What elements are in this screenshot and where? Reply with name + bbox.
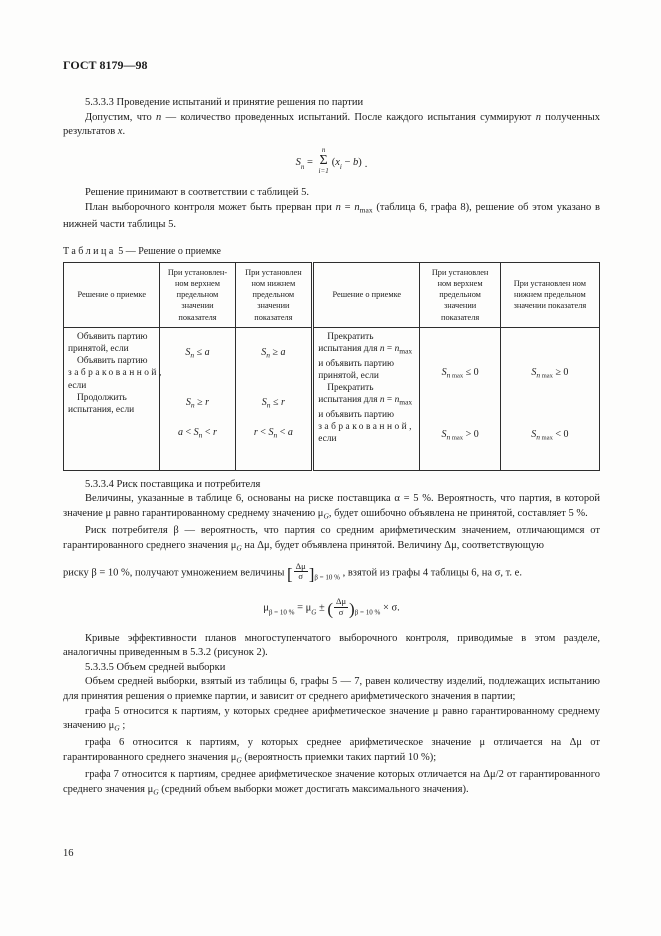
paragraph: Кривые эффективности планов многоступенчатого выборочного контроля, приводимые в этом разделе, аналогичны приведенным в 5.3.2 (рисунок 2). [63, 632, 600, 659]
table-body-row [64, 327, 600, 470]
condition-formula: $S_n \le r$ [261, 397, 285, 410]
document-header: ГОСТ 8179—98 [63, 58, 148, 72]
formula-bracket: [ [287, 564, 293, 584]
formula-paren: ) [349, 599, 355, 619]
formula-symbol: b [353, 156, 359, 168]
sigma-icon: Σ [319, 152, 328, 168]
sum-lower-limit: i=1 [318, 167, 329, 176]
section-heading-5.3.3.4: 5.3.3.4 Риск поставщика и потребителя [85, 478, 261, 490]
fraction-denominator: σ [338, 606, 344, 617]
condition-formula: $S_n \ge a$ [261, 346, 286, 360]
formula-subscript: β = 10 % [354, 608, 381, 617]
section-heading-5.3.3.3: 5.3.3.3 Проведение испытаний и принятие решения по партии [85, 97, 364, 108]
formula-paren: ( [327, 599, 334, 619]
formula-subscript: n [300, 162, 305, 171]
formula-operator: = [294, 602, 306, 614]
table-header-cell: Решение о приемке [313, 262, 420, 327]
condition-formula: $S_n$ $_{max}$ ≤ 0 [441, 366, 479, 380]
decision-text: Продолжить испытания, если [68, 392, 135, 415]
formula-sn-sum [63, 147, 600, 178]
paragraph: графа 6 относится к партиям, у которых среднее арифметическое значение μ отличается на Δμ от гарантированного среднего значения $\mu_G$ (вероятность приемки таких партий 10 %); [63, 737, 600, 765]
condition-formula: $a < S_n < r$ [178, 426, 217, 440]
formula-subscript: β = 10 % [268, 608, 295, 617]
condition-formula: $S_n$ $_{max}$ ≥ 0 [531, 366, 569, 380]
formula-symbol: S [295, 156, 301, 168]
table-header-row [64, 262, 600, 327]
formula-subscript: β = 10 % [314, 573, 340, 582]
condition-cell-lower-right [500, 327, 599, 470]
formula-subscript: G [311, 608, 317, 617]
decision-cell-left [64, 327, 160, 470]
condition-formula: $S_n \ge r$ [185, 397, 210, 410]
table-header-cell: При установлен-ном верхнем предельном значении показателя [160, 262, 235, 327]
condition-formula: $S_n$ $_{max}$ < 0 [531, 429, 569, 442]
page-content [63, 58, 600, 800]
table-header-cell: При установлен ном нижнем предельном значении показателя [235, 262, 313, 327]
table-header-cell: Решение о приемке [64, 262, 160, 327]
summation-symbol [319, 147, 329, 176]
fraction-denominator: σ [298, 571, 303, 582]
formula-paren: ) [358, 156, 362, 168]
table-caption: Таблица 5 — Решение о приемке [63, 245, 221, 257]
condition-cell-upper-right [420, 327, 500, 470]
decision-text: Объявить партию принятой, если [68, 331, 148, 354]
condition-cell-upper-left [160, 327, 235, 470]
formula-bracket: ] [308, 564, 315, 584]
decision-text: Объявить партию забракованной, если [68, 356, 162, 391]
formula-operator: ± [316, 602, 328, 614]
fraction-numerator: Δμ [336, 595, 347, 606]
paragraph: План выборочного контроля может быть прерван при $n = n_{max}$ (таблица 6, графа 8), решение об этом указано в нижней части таблицы 5. [63, 202, 601, 231]
formula-mu-beta [63, 597, 600, 620]
decision-text: Прекратить испытания для $n = n_{max}$ и объявить партию забракованной, если [318, 383, 413, 445]
fraction [294, 562, 308, 583]
condition-formula: $S_n \le a$ [185, 346, 210, 360]
paragraph-text: , взятой из графы 4 таблицы 6, на σ, т. е. [339, 567, 522, 579]
formula-subscript: i [339, 162, 342, 171]
paragraph: Объем средней выборки, взятый из таблицы 6, графы 5 — 7, равен количеству изделий, подлежащих испытанию для принятия решения о приемке партии, и зависит от среднего арифметического значения в партии; [63, 676, 600, 703]
paragraph: графа 5 относится к партиям, у которых среднее арифметическое значение μ равно гарантированному среднему значению $\mu_G$ ; [63, 705, 600, 733]
section-heading-5.3.3.5: 5.3.3.5 Объем средней выборки [85, 661, 226, 673]
fraction-numerator: Δμ [295, 560, 306, 571]
table-header-cell: При установлен ном верхнем предельном значении показателя [420, 262, 500, 327]
formula-period: . [364, 158, 368, 170]
paragraph: Допустим, что n — количество проведенных испытаний. После каждого испытания суммируют n полученных результатов x. [63, 111, 600, 138]
formula-symbol: μ [305, 602, 312, 614]
formula-operator: − [341, 156, 353, 168]
decision-text: Прекратить испытания для $n = n_{max}$ и объявить партию принятой, если [318, 331, 413, 381]
table-header-cell: При установлен ном нижнем предельном значении показателя [500, 262, 599, 327]
paragraph: Риск потребителя β — вероятность, что партия со средним арифметическим значением, отличающимся от гарантированного среднего значения $\mu_G$ на Δμ, будет объявлена принятой. Величину Δμ, соответствующую [63, 525, 600, 553]
formula-operator: = [304, 156, 316, 168]
paragraph: графа 7 относится к партиям, среднее арифметическое значение которых отличается на Δμ/2 от гарантированного среднего значения $\mu_G$ (средний объем выборки может достигать максимального значения). [63, 769, 600, 797]
table-5-decision [63, 262, 600, 471]
condition-formula: $S_n$ $_{max}$ > 0 [441, 429, 479, 442]
formula-paren: ( [331, 156, 336, 168]
paragraph-inline-formula [63, 562, 600, 585]
decision-cell-right [313, 327, 420, 470]
condition-cell-lower-left [235, 327, 313, 470]
paragraph-text: риску β = 10 %, получают умножением величины [63, 567, 287, 579]
paragraph: Величины, указанные в таблице 6, основаны на риске поставщика α = 5 %. Вероятность, что партия, в которой значение μ равно гарантированному среднему значению $\mu_G$, будет ошибочно объявлена не принятой, составляет 5 %. [63, 493, 600, 521]
formula-symbol: x [335, 156, 340, 168]
formula-tail: × σ. [380, 602, 400, 614]
paragraph: Решение принимают в соответствии с таблицей 5. [85, 187, 310, 199]
fraction [334, 597, 348, 618]
sum-upper-limit: n [321, 145, 326, 154]
page-number: 16 [63, 848, 74, 859]
condition-formula: $r < S_n < a$ [253, 426, 293, 440]
formula-symbol: μ [263, 602, 269, 614]
